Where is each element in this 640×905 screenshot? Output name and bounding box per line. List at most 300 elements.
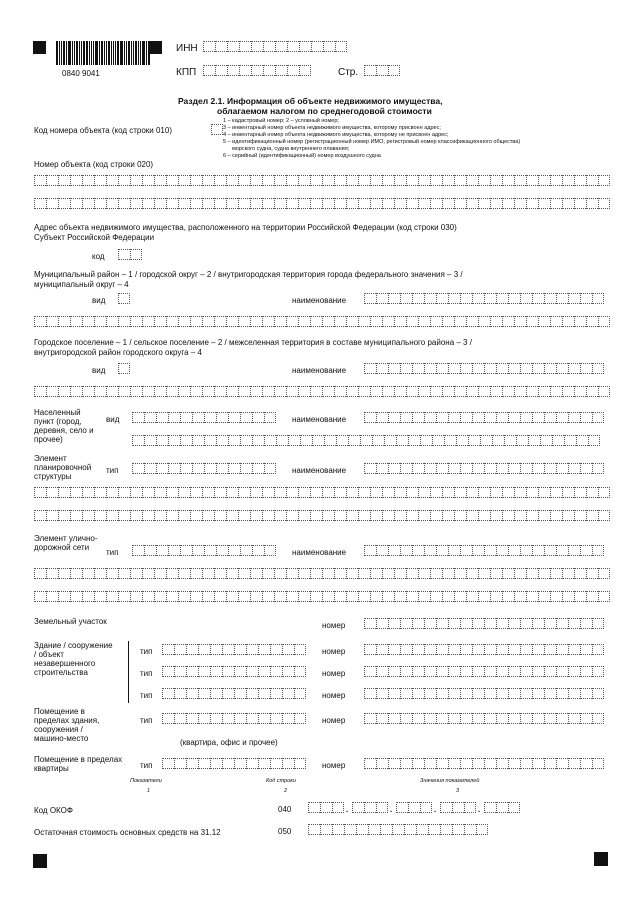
entry-cell[interactable] <box>132 435 144 446</box>
premises-number-field[interactable] <box>364 713 604 724</box>
entry-cell[interactable] <box>406 198 418 209</box>
entry-cell[interactable] <box>226 198 238 209</box>
entry-cell[interactable] <box>216 463 228 474</box>
entry-cell[interactable] <box>358 487 370 498</box>
entry-cell[interactable] <box>424 666 436 677</box>
entry-cell[interactable] <box>344 824 356 835</box>
entry-cell[interactable] <box>322 175 334 186</box>
entry-cell[interactable] <box>496 644 508 655</box>
entry-cell[interactable] <box>132 463 144 474</box>
entry-cell[interactable] <box>210 713 222 724</box>
entry-cell[interactable] <box>562 316 574 327</box>
entry-cell[interactable] <box>346 487 358 498</box>
entry-cell[interactable] <box>250 591 262 602</box>
entry-cell[interactable] <box>288 435 300 446</box>
entry-cell[interactable] <box>364 618 376 629</box>
entry-cell[interactable] <box>210 644 222 655</box>
entry-cell[interactable] <box>298 591 310 602</box>
entry-cell[interactable] <box>287 65 299 76</box>
entry-cell[interactable] <box>202 386 214 397</box>
entry-cell[interactable] <box>166 386 178 397</box>
entry-cell[interactable] <box>586 510 598 521</box>
entry-cell[interactable] <box>168 412 180 423</box>
entry-cell[interactable] <box>106 198 118 209</box>
entry-cell[interactable] <box>496 412 508 423</box>
entry-cell[interactable] <box>592 412 604 423</box>
entry-cell[interactable] <box>472 412 484 423</box>
entry-cell[interactable] <box>448 666 460 677</box>
entry-cell[interactable] <box>178 510 190 521</box>
entry-cell[interactable] <box>270 713 282 724</box>
entry-cell[interactable] <box>294 644 306 655</box>
entry-cell[interactable] <box>214 175 226 186</box>
entry-cell[interactable] <box>130 175 142 186</box>
entry-cell[interactable] <box>480 435 492 446</box>
entry-cell[interactable] <box>190 175 202 186</box>
entry-cell[interactable] <box>370 175 382 186</box>
entry-cell[interactable] <box>270 666 282 677</box>
entry-cell[interactable] <box>448 363 460 374</box>
entry-cell[interactable] <box>166 487 178 498</box>
entry-cell[interactable] <box>118 316 130 327</box>
entry-cell[interactable] <box>335 41 347 52</box>
entry-cell[interactable] <box>502 487 514 498</box>
entry-cell[interactable] <box>82 510 94 521</box>
entry-cell[interactable] <box>508 293 520 304</box>
entry-cell[interactable] <box>448 412 460 423</box>
entry-cell[interactable] <box>226 175 238 186</box>
entry-cell[interactable] <box>412 644 424 655</box>
entry-cell[interactable] <box>538 510 550 521</box>
entry-cell[interactable] <box>228 435 240 446</box>
entry-cell[interactable] <box>412 688 424 699</box>
entry-cell[interactable] <box>144 545 156 556</box>
entry-cell[interactable] <box>106 510 118 521</box>
entry-cell[interactable] <box>334 510 346 521</box>
entry-cell[interactable] <box>227 41 239 52</box>
entry-cell[interactable] <box>424 363 436 374</box>
entry-cell[interactable] <box>538 175 550 186</box>
entry-cell[interactable] <box>406 568 418 579</box>
entry-cell[interactable] <box>364 412 376 423</box>
entry-cell[interactable] <box>598 198 610 209</box>
entry-cell[interactable] <box>258 644 270 655</box>
entry-cell[interactable] <box>418 487 430 498</box>
entry-cell[interactable] <box>442 591 454 602</box>
entry-cell[interactable] <box>454 510 466 521</box>
entry-cell[interactable] <box>472 618 484 629</box>
entry-cell[interactable] <box>532 666 544 677</box>
entry-cell[interactable] <box>484 293 496 304</box>
entry-cell[interactable] <box>186 758 198 769</box>
entry-cell[interactable] <box>430 591 442 602</box>
entry-cell[interactable] <box>484 666 496 677</box>
entry-cell[interactable] <box>144 412 156 423</box>
municipal-name-field-row1[interactable] <box>364 293 604 304</box>
settlement-name-field-row2[interactable] <box>34 386 610 397</box>
entry-cell[interactable] <box>174 713 186 724</box>
entry-cell[interactable] <box>310 510 322 521</box>
entry-cell[interactable] <box>364 758 376 769</box>
entry-cell[interactable] <box>442 487 454 498</box>
entry-cell[interactable] <box>203 41 215 52</box>
entry-cell[interactable] <box>334 386 346 397</box>
entry-cell[interactable] <box>294 666 306 677</box>
entry-cell[interactable] <box>520 688 532 699</box>
entry-cell[interactable] <box>424 293 436 304</box>
entry-cell[interactable] <box>234 644 246 655</box>
entry-cell[interactable] <box>556 618 568 629</box>
entry-cell[interactable] <box>442 316 454 327</box>
entry-cell[interactable] <box>204 435 216 446</box>
entry-cell[interactable] <box>592 713 604 724</box>
entry-cell[interactable] <box>239 41 251 52</box>
entry-cell[interactable] <box>274 568 286 579</box>
entry-cell[interactable] <box>574 198 586 209</box>
entry-cell[interactable] <box>550 591 562 602</box>
entry-cell[interactable] <box>364 688 376 699</box>
entry-cell[interactable] <box>286 316 298 327</box>
okof-field-part3[interactable] <box>396 802 432 813</box>
entry-cell[interactable] <box>94 591 106 602</box>
entry-cell[interactable] <box>454 198 466 209</box>
entry-cell[interactable] <box>466 510 478 521</box>
entry-cell[interactable] <box>388 758 400 769</box>
entry-cell[interactable] <box>514 591 526 602</box>
entry-cell[interactable] <box>526 591 538 602</box>
entry-cell[interactable] <box>298 198 310 209</box>
entry-cell[interactable] <box>412 713 424 724</box>
entry-cell[interactable] <box>298 510 310 521</box>
entry-cell[interactable] <box>178 175 190 186</box>
entry-cell[interactable] <box>214 591 226 602</box>
entry-cell[interactable] <box>508 688 520 699</box>
entry-cell[interactable] <box>544 463 556 474</box>
entry-cell[interactable] <box>58 198 70 209</box>
entry-cell[interactable] <box>466 487 478 498</box>
entry-cell[interactable] <box>544 758 556 769</box>
entry-cell[interactable] <box>564 435 576 446</box>
entry-cell[interactable] <box>452 824 464 835</box>
entry-cell[interactable] <box>448 713 460 724</box>
entry-cell[interactable] <box>406 510 418 521</box>
street-name-field-row1[interactable] <box>364 545 604 556</box>
entry-cell[interactable] <box>556 463 568 474</box>
entry-cell[interactable] <box>34 198 46 209</box>
entry-cell[interactable] <box>46 198 58 209</box>
entry-cell[interactable] <box>430 386 442 397</box>
entry-cell[interactable] <box>598 316 610 327</box>
entry-cell[interactable] <box>384 435 396 446</box>
entry-cell[interactable] <box>190 386 202 397</box>
entry-cell[interactable] <box>598 487 610 498</box>
entry-cell[interactable] <box>258 688 270 699</box>
entry-cell[interactable] <box>586 198 598 209</box>
entry-cell[interactable] <box>286 386 298 397</box>
entry-cell[interactable] <box>258 758 270 769</box>
entry-cell[interactable] <box>562 487 574 498</box>
entry-cell[interactable] <box>70 316 82 327</box>
entry-cell[interactable] <box>484 545 496 556</box>
entry-cell[interactable] <box>598 510 610 521</box>
entry-cell[interactable] <box>270 688 282 699</box>
entry-cell[interactable] <box>162 644 174 655</box>
entry-cell[interactable] <box>174 758 186 769</box>
entry-cell[interactable] <box>514 510 526 521</box>
entry-cell[interactable] <box>382 386 394 397</box>
entry-cell[interactable] <box>274 198 286 209</box>
entry-cell[interactable] <box>412 363 424 374</box>
entry-cell[interactable] <box>460 412 472 423</box>
entry-cell[interactable] <box>496 758 508 769</box>
entry-cell[interactable] <box>460 618 472 629</box>
entry-cell[interactable] <box>394 510 406 521</box>
entry-cell[interactable] <box>418 198 430 209</box>
entry-cell[interactable] <box>130 249 142 260</box>
entry-cell[interactable] <box>310 591 322 602</box>
kpp-field[interactable] <box>203 65 311 76</box>
page-field[interactable] <box>364 65 400 76</box>
entry-cell[interactable] <box>376 802 388 813</box>
entry-cell[interactable] <box>94 198 106 209</box>
entry-cell[interactable] <box>454 316 466 327</box>
entry-cell[interactable] <box>364 463 376 474</box>
entry-cell[interactable] <box>406 316 418 327</box>
building-type-field-1[interactable] <box>162 644 306 655</box>
entry-cell[interactable] <box>46 487 58 498</box>
entry-cell[interactable] <box>258 666 270 677</box>
entry-cell[interactable] <box>532 618 544 629</box>
locality-name-field-row2[interactable] <box>132 435 600 446</box>
entry-cell[interactable] <box>556 293 568 304</box>
flat-room-type-field[interactable] <box>162 758 306 769</box>
entry-cell[interactable] <box>94 386 106 397</box>
entry-cell[interactable] <box>556 666 568 677</box>
entry-cell[interactable] <box>168 545 180 556</box>
entry-cell[interactable] <box>222 644 234 655</box>
entry-cell[interactable] <box>370 198 382 209</box>
entry-cell[interactable] <box>528 435 540 446</box>
object-number-field-row2[interactable] <box>34 198 610 209</box>
entry-cell[interactable] <box>430 487 442 498</box>
entry-cell[interactable] <box>262 316 274 327</box>
entry-cell[interactable] <box>82 316 94 327</box>
entry-cell[interactable] <box>478 568 490 579</box>
entry-cell[interactable] <box>356 824 368 835</box>
entry-cell[interactable] <box>364 363 376 374</box>
entry-cell[interactable] <box>598 386 610 397</box>
entry-cell[interactable] <box>192 463 204 474</box>
entry-cell[interactable] <box>424 758 436 769</box>
building-type-field-3[interactable] <box>162 688 306 699</box>
entry-cell[interactable] <box>400 463 412 474</box>
entry-cell[interactable] <box>70 198 82 209</box>
entry-cell[interactable] <box>478 487 490 498</box>
entry-cell[interactable] <box>216 545 228 556</box>
entry-cell[interactable] <box>234 713 246 724</box>
entry-cell[interactable] <box>222 713 234 724</box>
entry-cell[interactable] <box>214 568 226 579</box>
entry-cell[interactable] <box>460 644 472 655</box>
entry-cell[interactable] <box>186 644 198 655</box>
entry-cell[interactable] <box>460 666 472 677</box>
entry-cell[interactable] <box>310 386 322 397</box>
entry-cell[interactable] <box>239 65 251 76</box>
entry-cell[interactable] <box>174 666 186 677</box>
entry-cell[interactable] <box>592 688 604 699</box>
entry-cell[interactable] <box>58 568 70 579</box>
entry-cell[interactable] <box>580 666 592 677</box>
entry-cell[interactable] <box>311 41 323 52</box>
entry-cell[interactable] <box>478 591 490 602</box>
entry-cell[interactable] <box>544 618 556 629</box>
entry-cell[interactable] <box>142 591 154 602</box>
entry-cell[interactable] <box>322 386 334 397</box>
entry-cell[interactable] <box>214 487 226 498</box>
entry-cell[interactable] <box>484 644 496 655</box>
entry-cell[interactable] <box>370 386 382 397</box>
entry-cell[interactable] <box>286 487 298 498</box>
entry-cell[interactable] <box>312 435 324 446</box>
entry-cell[interactable] <box>586 316 598 327</box>
entry-cell[interactable] <box>166 198 178 209</box>
entry-cell[interactable] <box>478 175 490 186</box>
entry-cell[interactable] <box>238 316 250 327</box>
entry-cell[interactable] <box>346 175 358 186</box>
entry-cell[interactable] <box>574 568 586 579</box>
entry-cell[interactable] <box>460 688 472 699</box>
entry-cell[interactable] <box>364 65 376 76</box>
entry-cell[interactable] <box>562 175 574 186</box>
entry-cell[interactable] <box>588 435 600 446</box>
flat-room-number-field[interactable] <box>364 758 604 769</box>
entry-cell[interactable] <box>418 568 430 579</box>
entry-cell[interactable] <box>418 591 430 602</box>
entry-cell[interactable] <box>192 412 204 423</box>
entry-cell[interactable] <box>556 412 568 423</box>
entry-cell[interactable] <box>198 644 210 655</box>
entry-cell[interactable] <box>550 316 562 327</box>
entry-cell[interactable] <box>370 591 382 602</box>
entry-cell[interactable] <box>388 618 400 629</box>
entry-cell[interactable] <box>380 824 392 835</box>
entry-cell[interactable] <box>275 41 287 52</box>
entry-cell[interactable] <box>574 175 586 186</box>
municipal-kind-field[interactable] <box>118 293 130 304</box>
entry-cell[interactable] <box>250 568 262 579</box>
entry-cell[interactable] <box>251 65 263 76</box>
entry-cell[interactable] <box>382 316 394 327</box>
planning-name-field-row2[interactable] <box>34 487 610 498</box>
entry-cell[interactable] <box>246 644 258 655</box>
entry-cell[interactable] <box>484 412 496 423</box>
entry-cell[interactable] <box>388 545 400 556</box>
entry-cell[interactable] <box>508 758 520 769</box>
entry-cell[interactable] <box>214 510 226 521</box>
entry-cell[interactable] <box>436 644 448 655</box>
entry-cell[interactable] <box>370 316 382 327</box>
entry-cell[interactable] <box>322 568 334 579</box>
entry-cell[interactable] <box>70 510 82 521</box>
entry-cell[interactable] <box>346 316 358 327</box>
entry-cell[interactable] <box>322 510 334 521</box>
entry-cell[interactable] <box>298 175 310 186</box>
entry-cell[interactable] <box>258 713 270 724</box>
entry-cell[interactable] <box>346 386 358 397</box>
entry-cell[interactable] <box>222 666 234 677</box>
okof-field-part1[interactable] <box>308 802 344 813</box>
entry-cell[interactable] <box>274 591 286 602</box>
entry-cell[interactable] <box>442 568 454 579</box>
entry-cell[interactable] <box>154 568 166 579</box>
entry-cell[interactable] <box>214 198 226 209</box>
entry-cell[interactable] <box>544 666 556 677</box>
entry-cell[interactable] <box>460 545 472 556</box>
entry-cell[interactable] <box>496 463 508 474</box>
entry-cell[interactable] <box>592 644 604 655</box>
entry-cell[interactable] <box>190 316 202 327</box>
entry-cell[interactable] <box>162 758 174 769</box>
entry-cell[interactable] <box>448 644 460 655</box>
entry-cell[interactable] <box>568 713 580 724</box>
entry-cell[interactable] <box>436 758 448 769</box>
entry-cell[interactable] <box>106 487 118 498</box>
entry-cell[interactable] <box>246 688 258 699</box>
entry-cell[interactable] <box>520 293 532 304</box>
entry-cell[interactable] <box>82 386 94 397</box>
entry-cell[interactable] <box>198 666 210 677</box>
entry-cell[interactable] <box>118 175 130 186</box>
entry-cell[interactable] <box>166 316 178 327</box>
entry-cell[interactable] <box>240 463 252 474</box>
entry-cell[interactable] <box>166 510 178 521</box>
entry-cell[interactable] <box>46 568 58 579</box>
entry-cell[interactable] <box>202 591 214 602</box>
entry-cell[interactable] <box>464 824 476 835</box>
entry-cell[interactable] <box>490 510 502 521</box>
entry-cell[interactable] <box>192 435 204 446</box>
entry-cell[interactable] <box>394 568 406 579</box>
entry-cell[interactable] <box>310 316 322 327</box>
entry-cell[interactable] <box>472 713 484 724</box>
entry-cell[interactable] <box>592 758 604 769</box>
entry-cell[interactable] <box>460 293 472 304</box>
entry-cell[interactable] <box>376 293 388 304</box>
entry-cell[interactable] <box>162 688 174 699</box>
entry-cell[interactable] <box>202 198 214 209</box>
entry-cell[interactable] <box>376 758 388 769</box>
entry-cell[interactable] <box>332 824 344 835</box>
entry-cell[interactable] <box>598 568 610 579</box>
entry-cell[interactable] <box>234 688 246 699</box>
entry-cell[interactable] <box>580 363 592 374</box>
entry-cell[interactable] <box>484 688 496 699</box>
entry-cell[interactable] <box>298 316 310 327</box>
entry-cell[interactable] <box>144 435 156 446</box>
entry-cell[interactable] <box>400 666 412 677</box>
entry-cell[interactable] <box>322 487 334 498</box>
entry-cell[interactable] <box>496 618 508 629</box>
entry-cell[interactable] <box>418 510 430 521</box>
entry-cell[interactable] <box>508 412 520 423</box>
entry-cell[interactable] <box>508 713 520 724</box>
entry-cell[interactable] <box>310 487 322 498</box>
entry-cell[interactable] <box>532 644 544 655</box>
entry-cell[interactable] <box>216 412 228 423</box>
entry-cell[interactable] <box>142 198 154 209</box>
entry-cell[interactable] <box>552 435 564 446</box>
entry-cell[interactable] <box>238 386 250 397</box>
